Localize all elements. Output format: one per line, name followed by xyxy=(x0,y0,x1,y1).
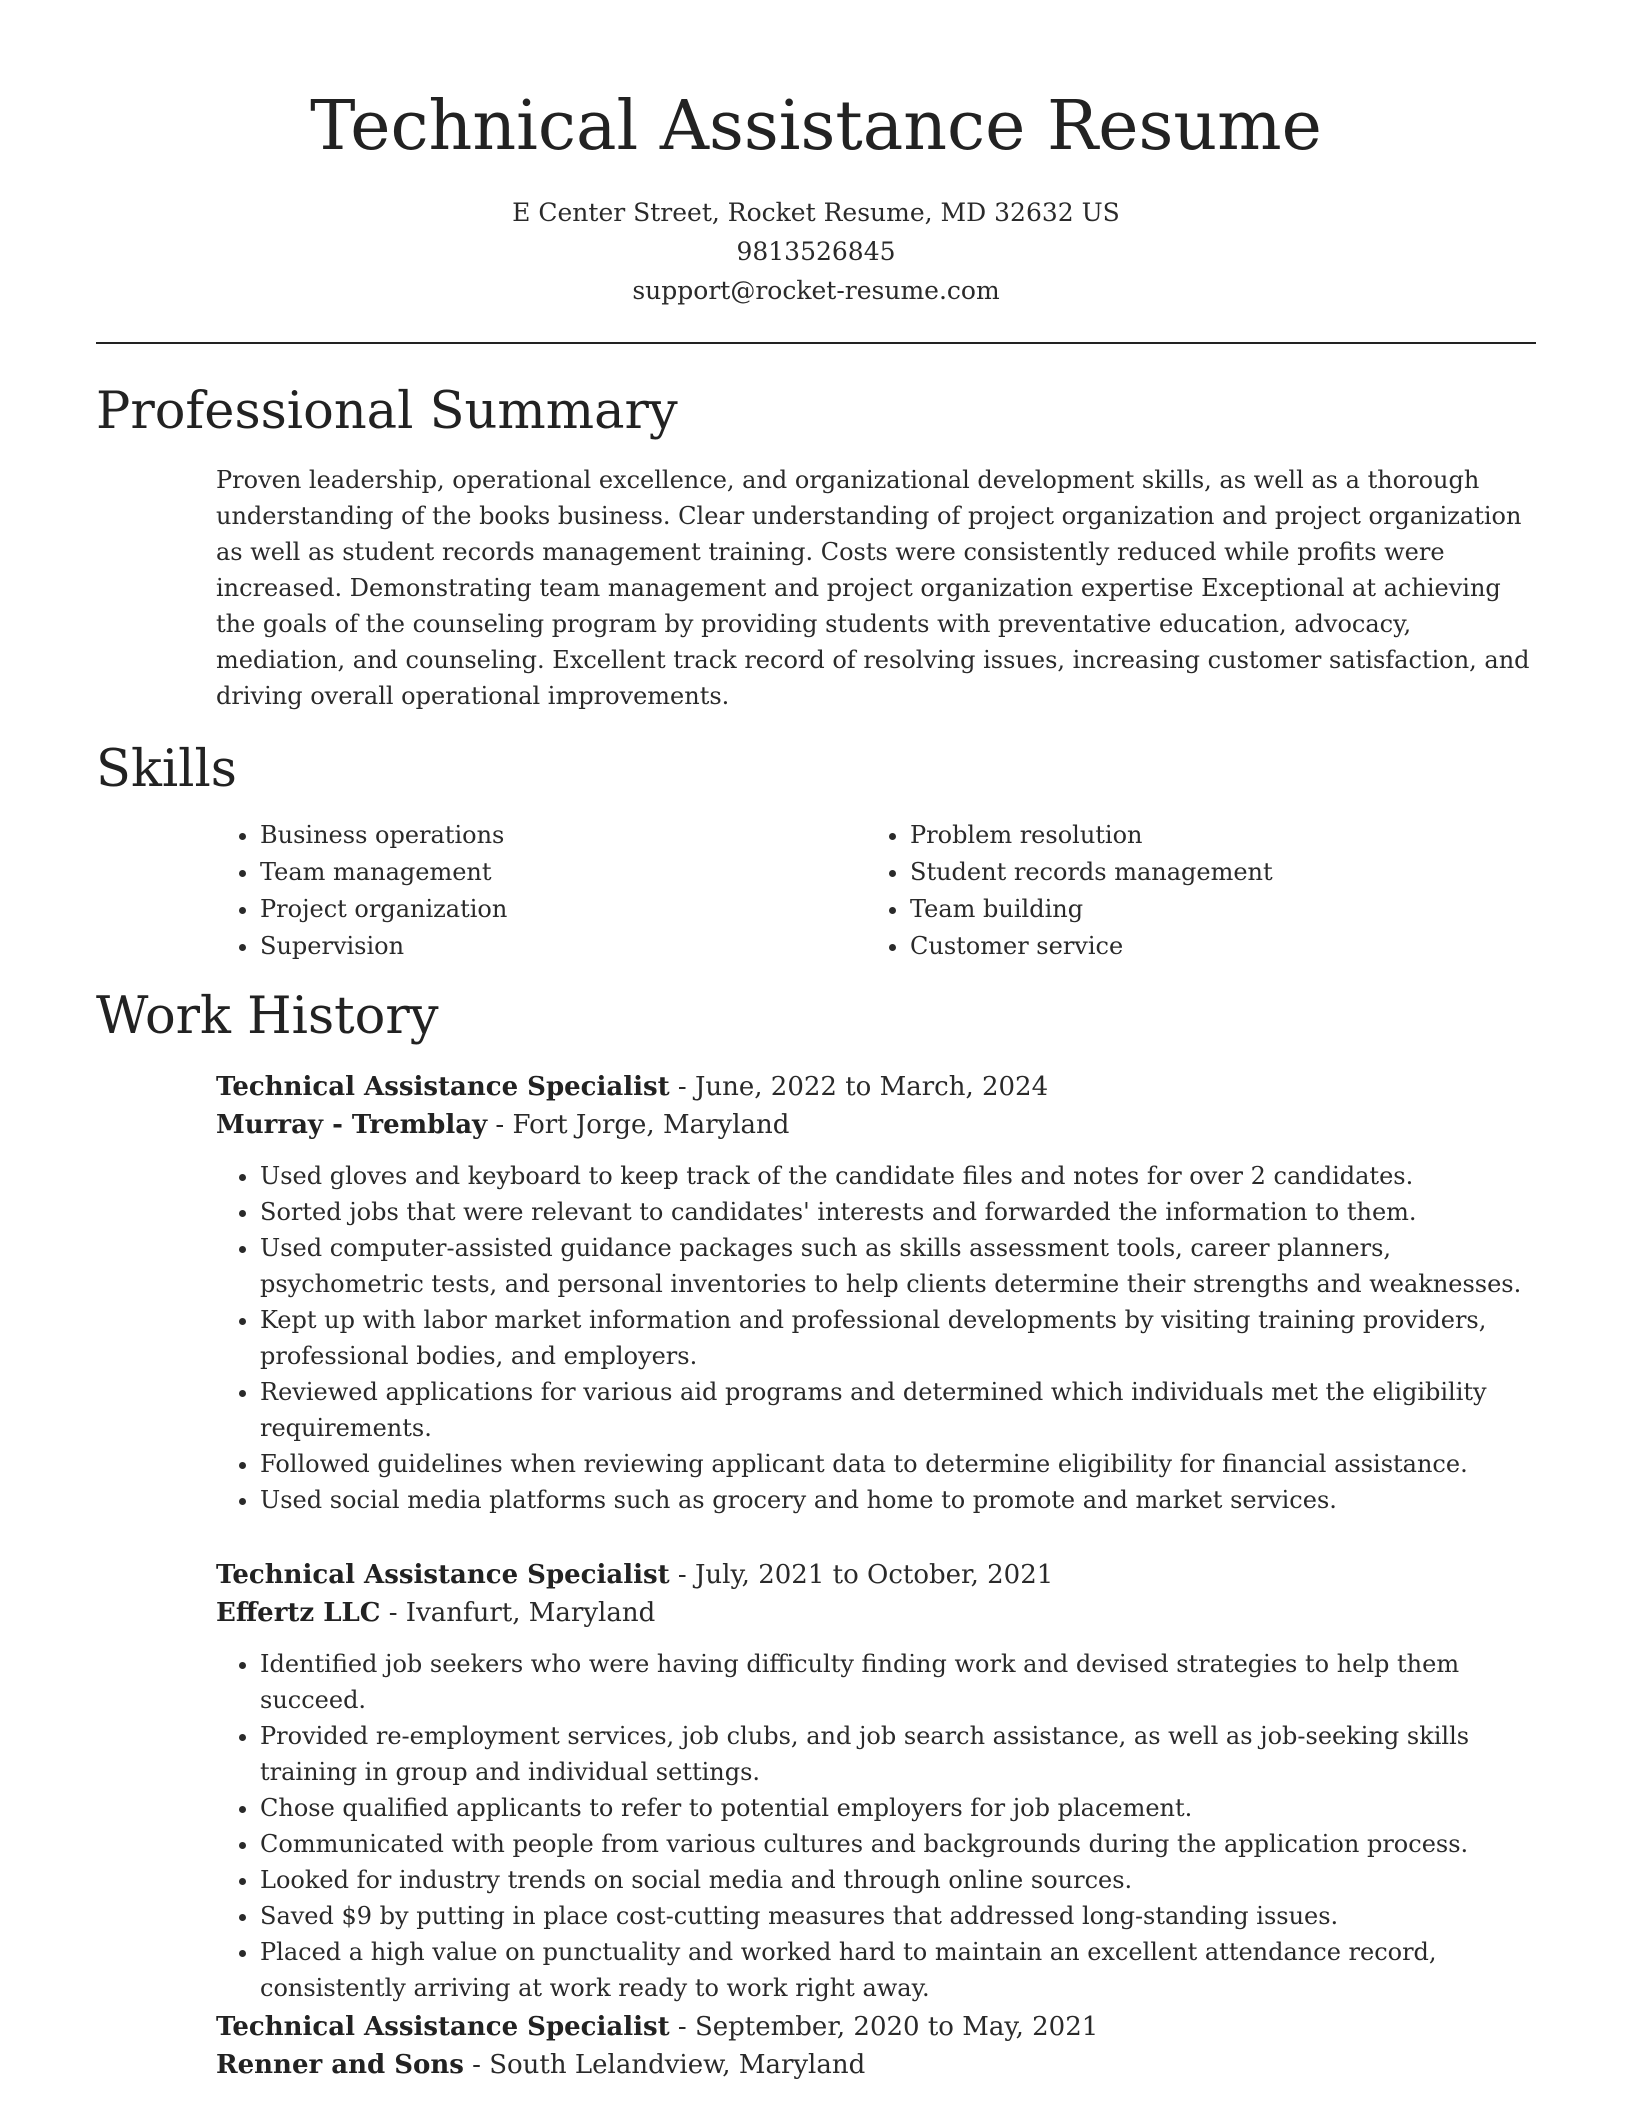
job-company: Murray - Tremblay xyxy=(216,1110,488,1140)
skill-item: • Business operations xyxy=(260,817,866,854)
job-duty: • Reviewed applications for various aid programs and determined which individuals met the eligibility requirements. xyxy=(260,1374,1536,1446)
skill-item: • Student records management xyxy=(910,854,1516,891)
job-company-line xyxy=(216,1106,1536,1144)
job-duty: • Identified job seekers who were having difficulty finding work and devised strategies to help them succeed. xyxy=(260,1646,1536,1718)
job-duty: • Placed a high value on punctuality and worked hard to maintain an excellent attendance record, consistently arriving at work ready to work right away. xyxy=(260,1934,1536,2006)
job-entry xyxy=(216,2008,1536,2084)
contact-block xyxy=(0,193,1632,310)
skills-column-right xyxy=(866,817,1516,965)
job-company-line xyxy=(216,2046,1536,2084)
job-company-line xyxy=(216,1594,1536,1632)
skill-item: • Team building xyxy=(910,891,1516,928)
job-duty: • Communicated with people from various cultures and backgrounds during the application process. xyxy=(260,1826,1536,1862)
job-company: Renner and Sons xyxy=(216,2050,464,2080)
job-duty: • Kept up with labor market information and professional developments by visiting training providers, professional bodies, and employers. xyxy=(260,1302,1536,1374)
skills-heading: Skills xyxy=(96,740,237,799)
job-location: - Fort Jorge, Maryland xyxy=(487,1110,790,1140)
job-dates: - June, 2022 to March, 2024 xyxy=(669,1072,1049,1102)
skill-item: • Supervision xyxy=(260,928,866,965)
summary-text: Proven leadership, operational excellence, and organizational development skills, as well as a thorough understanding of the books business. Clear understanding of project organization and project organization as well as student records management training. Costs were consistently reduced while profits were increased. Demonstrating team management and project organization expertise Exceptional at achieving the goals of the counseling program by providing students with preventative education, advocacy, mediation, and counseling. Excellent track record of resolving issues, increasing customer satisfaction, and driving overall operational improvements. xyxy=(216,466,1530,710)
job-duty: • Chose qualified applicants to refer to potential employers for job placement. xyxy=(260,1790,1536,1826)
job-title: Technical Assistance Specialist xyxy=(216,2012,670,2042)
job-duty: • Sorted jobs that were relevant to candidates' interests and forwarded the information to them. xyxy=(260,1194,1536,1230)
job-entry xyxy=(216,1068,1536,1518)
job-duty: • Looked for industry trends on social media and through online sources. xyxy=(260,1862,1536,1898)
job-duty: • Saved $9 by putting in place cost-cutting measures that addressed long-standing issues. xyxy=(260,1898,1536,1934)
header-divider xyxy=(96,342,1536,344)
job-dates: - July, 2021 to October, 2021 xyxy=(669,1560,1054,1590)
job-title: Technical Assistance Specialist xyxy=(216,1072,670,1102)
job-duty: • Provided re-employment services, job clubs, and job search assistance, as well as job-seeking skills training in group and individual settings. xyxy=(260,1718,1536,1790)
resume-title: Technical Assistance Resume xyxy=(310,87,1322,166)
skill-item: • Problem resolution xyxy=(910,817,1516,854)
skill-item: • Customer service xyxy=(910,928,1516,965)
job-duties xyxy=(216,1646,1536,2006)
skills-list xyxy=(216,817,1536,965)
job-duties xyxy=(216,1158,1536,1518)
contact-address: E Center Street, Rocket Resume, MD 32632 US xyxy=(512,198,1120,227)
skills-column-left xyxy=(216,817,866,965)
job-company: Effertz LLC xyxy=(216,1598,381,1628)
job-duty: • Used social media platforms such as grocery and home to promote and market services. xyxy=(260,1482,1536,1518)
skill-item: • Team management xyxy=(260,854,866,891)
job-location: - South Lelandview, Maryland xyxy=(463,2050,866,2080)
contact-phone: 9813526845 xyxy=(736,237,896,266)
job-location: - Ivanfurt, Maryland xyxy=(380,1598,656,1628)
job-title-line xyxy=(216,1556,1536,1594)
job-title: Technical Assistance Specialist xyxy=(216,1560,670,1590)
summary-heading: Professional Summary xyxy=(96,382,678,441)
work-history-heading: Work History xyxy=(96,987,439,1046)
job-duty: • Followed guidelines when reviewing applicant data to determine eligibility for financial assistance. xyxy=(260,1446,1536,1482)
job-entry xyxy=(216,1556,1536,2006)
job-duty: • Used gloves and keyboard to keep track of the candidate files and notes for over 2 candidates. xyxy=(260,1158,1536,1194)
job-title-line xyxy=(216,2008,1536,2046)
job-dates: - September, 2020 to May, 2021 xyxy=(669,2012,1099,2042)
contact-email: support@rocket-resume.com xyxy=(632,276,1000,305)
skill-item: • Project organization xyxy=(260,891,866,928)
job-duty: • Used computer-assisted guidance packages such as skills assessment tools, career planners, psychometric tests, and personal inventories to help clients determine their strengths and weaknesses. xyxy=(260,1230,1536,1302)
job-title-line xyxy=(216,1068,1536,1106)
